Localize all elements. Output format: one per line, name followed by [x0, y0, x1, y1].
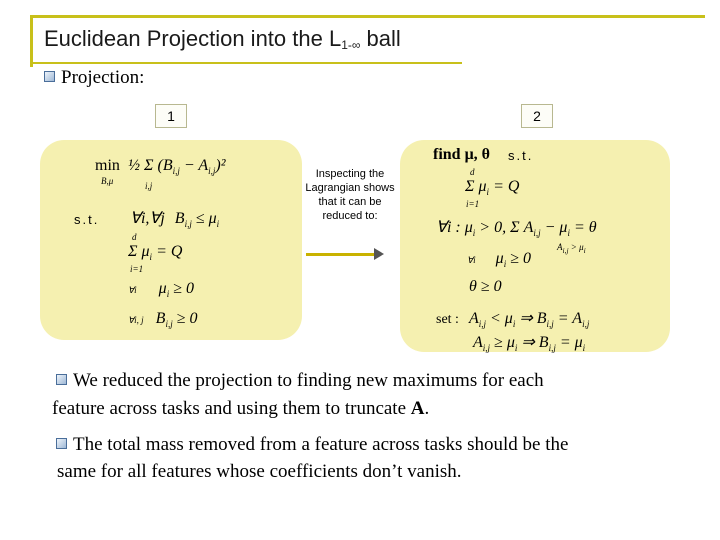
- r-c2-under: [557, 242, 586, 255]
- set2-a-sub: i,j: [482, 343, 491, 354]
- r-c2-sub: i: [472, 228, 476, 239]
- r-c2-under-sub2: i: [583, 245, 586, 255]
- c1-rhs-sub: i: [216, 219, 220, 230]
- r-c3-sub: i: [503, 259, 507, 270]
- set2-a: A: [473, 334, 483, 351]
- bullet-icon: [56, 374, 67, 385]
- r-c1-sum-bottom: i=1: [466, 199, 480, 209]
- frame-top-rule: [30, 15, 705, 18]
- constraint-1: [130, 208, 219, 229]
- find-statement: [433, 146, 490, 164]
- set1-mid: < μ: [486, 310, 513, 327]
- r-c1-sub: i: [486, 187, 490, 198]
- c3-var: μ: [158, 280, 167, 297]
- bullet-1-period: .: [424, 398, 430, 419]
- c4-sub: i,j: [165, 319, 173, 330]
- r-c2-end: = θ: [569, 219, 597, 236]
- constraint-3: [128, 280, 194, 299]
- objective-sub2: i,j: [208, 166, 216, 177]
- set1-impl: ⇒ B: [515, 310, 547, 327]
- r-c2-under-end: > μ: [568, 242, 584, 252]
- r-c2-sub2: i,j: [533, 228, 541, 239]
- r-c2-rhs: − μ: [540, 219, 568, 236]
- bullet-1-line-1: We reduced the projection to finding new maximums for each: [73, 370, 544, 391]
- bullet-1-bold-a: A: [410, 398, 425, 419]
- set1-impl-sub: i,j: [546, 319, 554, 330]
- set-rule-2: [473, 332, 585, 353]
- set2-mid-sub: i: [514, 343, 518, 354]
- c3-sub: i: [166, 289, 170, 300]
- set2-end-sub: i: [582, 343, 586, 354]
- set1-end-sub: i,j: [582, 319, 590, 330]
- slide-title: [44, 26, 401, 52]
- arrow-head-icon: [374, 248, 384, 260]
- set1-mid-sub: i: [512, 319, 516, 330]
- set2-impl-sub: i,j: [548, 343, 556, 354]
- r-c2-mid: > 0, Σ A: [475, 219, 534, 236]
- set2-mid: ≥ μ: [490, 334, 515, 351]
- r-c1-sum-top: d: [470, 167, 475, 177]
- c3-rhs: ≥ 0: [169, 280, 194, 297]
- c2-sum-top: d: [132, 232, 137, 242]
- set1-end: = A: [553, 310, 583, 327]
- bullet-1-cont: [52, 396, 429, 422]
- set-rule-1: [436, 308, 589, 329]
- objective-text: ½ Σ (B: [128, 157, 173, 174]
- c2-sum-bottom: i=1: [130, 264, 144, 274]
- min-label: min: [95, 157, 120, 174]
- set-label: set :: [436, 312, 459, 327]
- r-c2-under-text: A: [557, 242, 563, 252]
- r-c2-text: ∀i : μ: [436, 219, 473, 236]
- c3-quantifier: ∀i: [128, 285, 137, 295]
- title-subscript: 1-∞: [341, 38, 361, 52]
- lagrangian-note: Inspecting the Lagrangian shows that it can be reduced to:: [305, 168, 395, 222]
- r-constraint-1: [465, 178, 519, 197]
- r-c2-under-sub: i,j: [562, 245, 569, 255]
- title-underline: [32, 62, 462, 64]
- r-constraint-4: θ ≥ 0: [469, 278, 502, 295]
- c4-rhs: ≥ 0: [172, 310, 198, 327]
- bullet-icon: [44, 71, 55, 82]
- min-operator: [95, 157, 120, 175]
- bullet-1: [56, 368, 544, 394]
- bullet-2: [56, 432, 568, 458]
- c1-var: B: [174, 210, 185, 227]
- c1-rhs: ≤ μ: [191, 210, 217, 227]
- objective-mid: − A: [179, 157, 209, 174]
- c1-sub: i,j: [184, 219, 192, 230]
- set2-end: = μ: [555, 334, 583, 351]
- st-label-right: s.t.: [508, 148, 534, 163]
- objective-sub: i,j: [172, 166, 180, 177]
- min-subscript: B,μ: [101, 176, 114, 186]
- title-text: Euclidean Projection into the L: [44, 26, 342, 51]
- r-constraint-3: [467, 250, 531, 269]
- r-c3-var: μ: [495, 250, 504, 267]
- title-end: ball: [360, 26, 401, 51]
- r-c3-quantifier: ∀i: [467, 255, 476, 265]
- set2-impl: ⇒ B: [517, 334, 549, 351]
- objective: [128, 157, 226, 176]
- bullet-2-line-1: The total mass removed from a feature across tasks should be the: [73, 434, 569, 455]
- set1-a: A: [468, 310, 479, 327]
- c1-quantifier: ∀i,∀j: [130, 210, 165, 227]
- set1-a-sub: i,j: [478, 319, 486, 330]
- c4-quantifier: ∀i, j: [128, 315, 144, 325]
- subheading: [44, 67, 144, 89]
- step-1-label: 1: [155, 104, 187, 128]
- st-label-left: s.t.: [74, 212, 100, 227]
- bullet-2-line-2: same for all features whose coefficients don’t vanish.: [57, 461, 462, 482]
- c2-sub: i: [149, 252, 153, 263]
- c2-text: Σ μ: [128, 243, 150, 260]
- bullet-icon: [56, 438, 67, 449]
- reduction-arrow: [306, 253, 376, 256]
- c2-rhs: = Q: [152, 243, 183, 260]
- r-c3-rhs: ≥ 0: [506, 250, 531, 267]
- subheading-text: Projection:: [61, 67, 145, 88]
- frame-left-rule: [30, 15, 33, 67]
- constraint-2: [128, 243, 182, 262]
- r-c1-rhs: = Q: [489, 178, 520, 195]
- c4-var: B: [155, 310, 166, 327]
- objective-sum-sub: i,j: [145, 181, 153, 191]
- constraint-4: [128, 310, 198, 329]
- r-constraint-2: [436, 217, 597, 238]
- objective-end: )²: [215, 157, 226, 174]
- step-2-label: 2: [521, 104, 553, 128]
- bullet-1-line-2: feature across tasks and using them to truncate: [52, 398, 411, 419]
- r-c1-text: Σ μ: [465, 178, 487, 195]
- find-text: find μ, θ: [433, 146, 490, 163]
- r-c2-rhs-sub: i: [567, 228, 570, 239]
